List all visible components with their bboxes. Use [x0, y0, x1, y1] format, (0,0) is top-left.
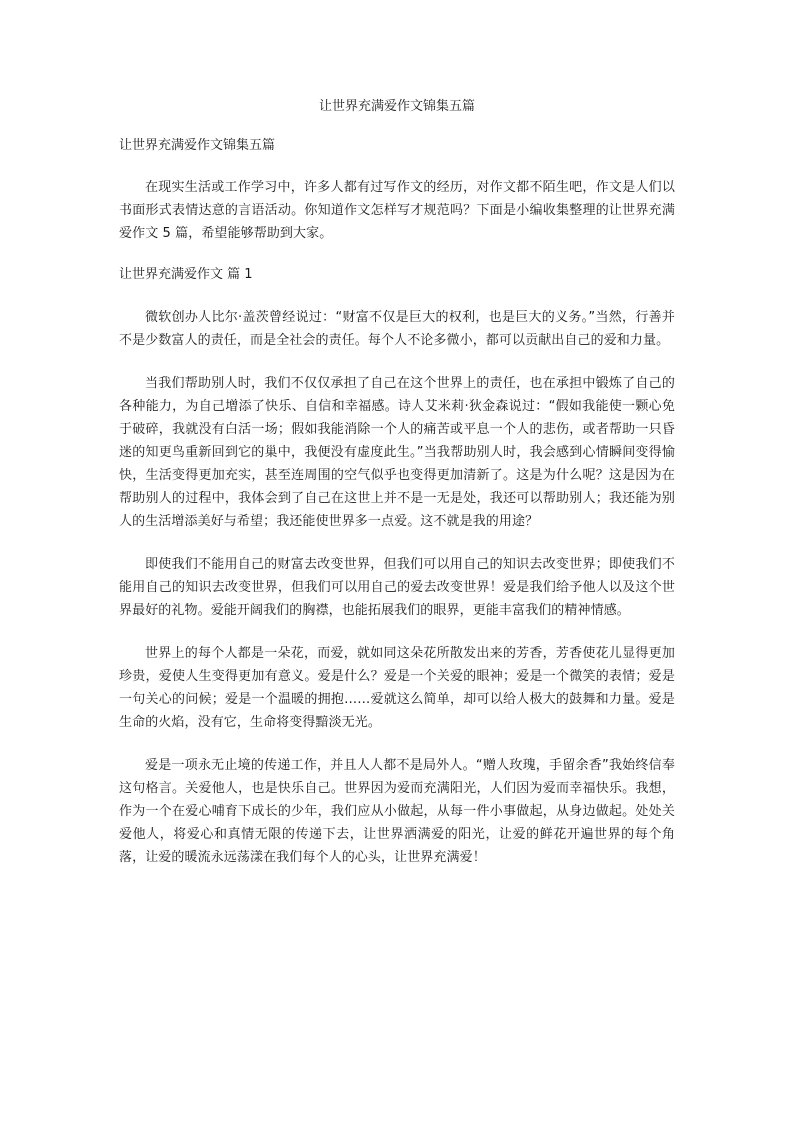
body-paragraph-2: 当我们帮助别人时，我们不仅仅承担了自己在这个世界上的责任，也在承担中锻炼了自己的各种能力，为自己增添了快乐、自信和幸福感。诗人艾米莉·狄金森说过：“假如我能使一颗心免于破碎，我就没有白活一场；假如我能消除一个人的痛苦或平息一个人的悲伤，或者帮助一只昏迷的知更鸟重新回到它的巢中，我便没有虚度此生。”当我帮助别人时，我会感到心情瞬间变得愉快，生活变得更加充实，甚至连周围的空气似乎也变得更加清新了。这是为什么呢？这是因为在帮助别人的过程中，我体会到了自己在这世上并不是一无是处，我还可以帮助别人；我还能为别人的生活增添美好与希望；我还能使世界多一点爱。这不就是我的用途？ [119, 376, 675, 529]
section-heading: 让世界充满爱作文 篇 1 [119, 267, 253, 282]
body-paragraph-1: 微软创办人比尔·盖茨曾经说过：“财富不仅是巨大的权利，也是巨大的义务。”当然，行善并不是少数富人的责任，而是全社会的责任。每个人不论多微小，都可以贡献出自己的爱和力量。 [119, 310, 675, 348]
body-paragraph-3: 即使我们不能用自己的财富去改变世界，但我们可以用自己的知识去改变世界；即使我们不能用自己的知识去改变世界，但我们可以用自己的爱去改变世界！爱是我们给予他人以及这个世界最好的礼物。爱能开阔我们的胸襟，也能拓展我们的眼界，更能丰富我们的精神情感。 [119, 557, 675, 618]
document-subtitle: 让世界充满爱作文锦集五篇 [119, 138, 276, 153]
body-paragraph-4: 世界上的每个人都是一朵花，而爱，就如同这朵花所散发出来的芳香，芳香使花儿显得更加珍贵，爱使人生变得更加有意义。爱是什么？爱是一个关爱的眼神；爱是一个微笑的表情；爱是一句关心的问候；爱是一个温暖的拥抱……爱就这么简单，却可以给人极大的鼓舞和力量。爱是生命的火焰，没有它，生命将变得黯淡无光。 [119, 646, 675, 730]
body-paragraph-5: 爱是一项永无止境的传递工作，并且人人都不是局外人。“赠人玫瑰，手留余香”我始终信奉这句格言。关爱他人，也是快乐自己。世界因为爱而充满阳光，人们因为爱而幸福快乐。我想，作为一个在爱心哺育下成长的少年，我们应从小做起，从每一件小事做起，从身边做起。处处关爱他人，将爱心和真情无限的传递下去，让世界洒满爱的阳光，让爱的鲜花开遍世界的每个角落，让爱的暖流永远荡漾在我们每个人的心头，让世界充满爱！ [119, 758, 675, 865]
intro-paragraph: 在现实生活或工作学习中，许多人都有过写作文的经历，对作文都不陌生吧，作文是人们以书面形式表情达意的言语活动。你知道作文怎样写才规范吗？下面是小编收集整理的让世界充满爱作文 5 篇，希望能够帮助到大家。 [119, 180, 675, 241]
page-title: 让世界充满爱作文锦集五篇 [318, 99, 475, 114]
